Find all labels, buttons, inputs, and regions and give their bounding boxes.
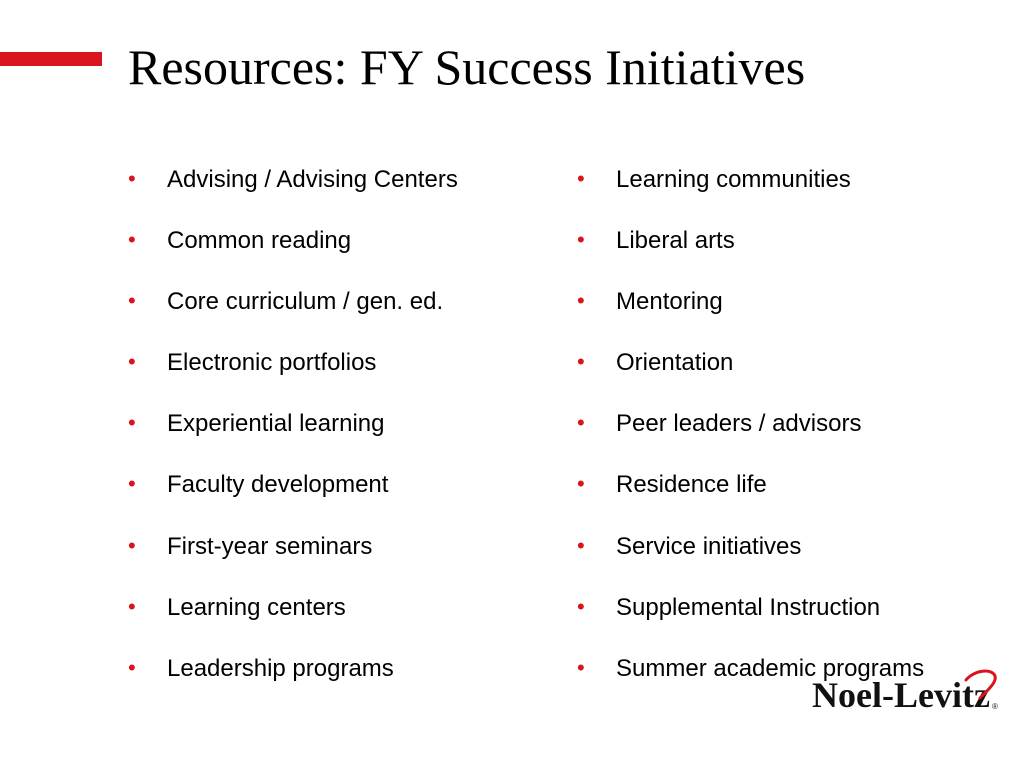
bullet-icon: • [577, 532, 585, 558]
bullet-icon: • [128, 471, 136, 497]
list-item-text: Supplemental Instruction [616, 593, 881, 621]
list-item-text: Advising / Advising Centers [167, 166, 458, 193]
bullet-icon: • [128, 654, 136, 680]
list-item-text: Experiential learning [167, 410, 385, 438]
list-item-text: Leadership programs [167, 654, 394, 682]
list-item-text: Peer leaders / advisors [616, 410, 862, 438]
bullet-icon: • [577, 593, 585, 619]
list-item-text: Summer academic programs [616, 654, 925, 682]
list-item-text: First-year seminars [167, 532, 373, 560]
list-item-text: Residence life [616, 471, 767, 499]
logo-wordmark: Noel-Levitz [812, 675, 990, 715]
list-item-text: Learning centers [167, 593, 346, 621]
slide-title: Resources: FY Success Initiatives [128, 39, 806, 95]
bullet-icon: • [577, 227, 585, 253]
list-item-text: Service initiatives [616, 532, 802, 560]
bullet-icon: • [577, 654, 585, 680]
title-accent-bar [0, 52, 102, 66]
list-item-text: Liberal arts [616, 227, 735, 255]
registered-mark: ® [992, 702, 998, 711]
bullet-icon: • [128, 166, 136, 191]
bullet-icon: • [128, 410, 136, 436]
bullet-icon: • [577, 166, 585, 191]
list-item-text: Faculty development [167, 471, 389, 499]
bullet-icon: • [577, 349, 585, 375]
list-item-text: Common reading [167, 227, 352, 255]
bullet-icon: • [128, 349, 136, 375]
bullet-icon: • [128, 593, 136, 619]
list-item-text: Learning communities [616, 166, 851, 193]
bullet-icon: • [577, 288, 585, 314]
list-item-text: Orientation [616, 349, 734, 377]
bullet-icon: • [128, 227, 136, 253]
list-item-text: Mentoring [616, 288, 723, 316]
bullet-icon: • [577, 471, 585, 497]
noel-levitz-logo [812, 668, 1002, 720]
list-item-text: Core curriculum / gen. ed. [167, 288, 444, 316]
bullet-icon: • [128, 288, 136, 314]
bullet-icon: • [577, 410, 585, 436]
bullet-icon: • [128, 532, 136, 558]
red-swoosh-icon [962, 668, 1002, 702]
list-item-text: Electronic portfolios [167, 349, 377, 377]
